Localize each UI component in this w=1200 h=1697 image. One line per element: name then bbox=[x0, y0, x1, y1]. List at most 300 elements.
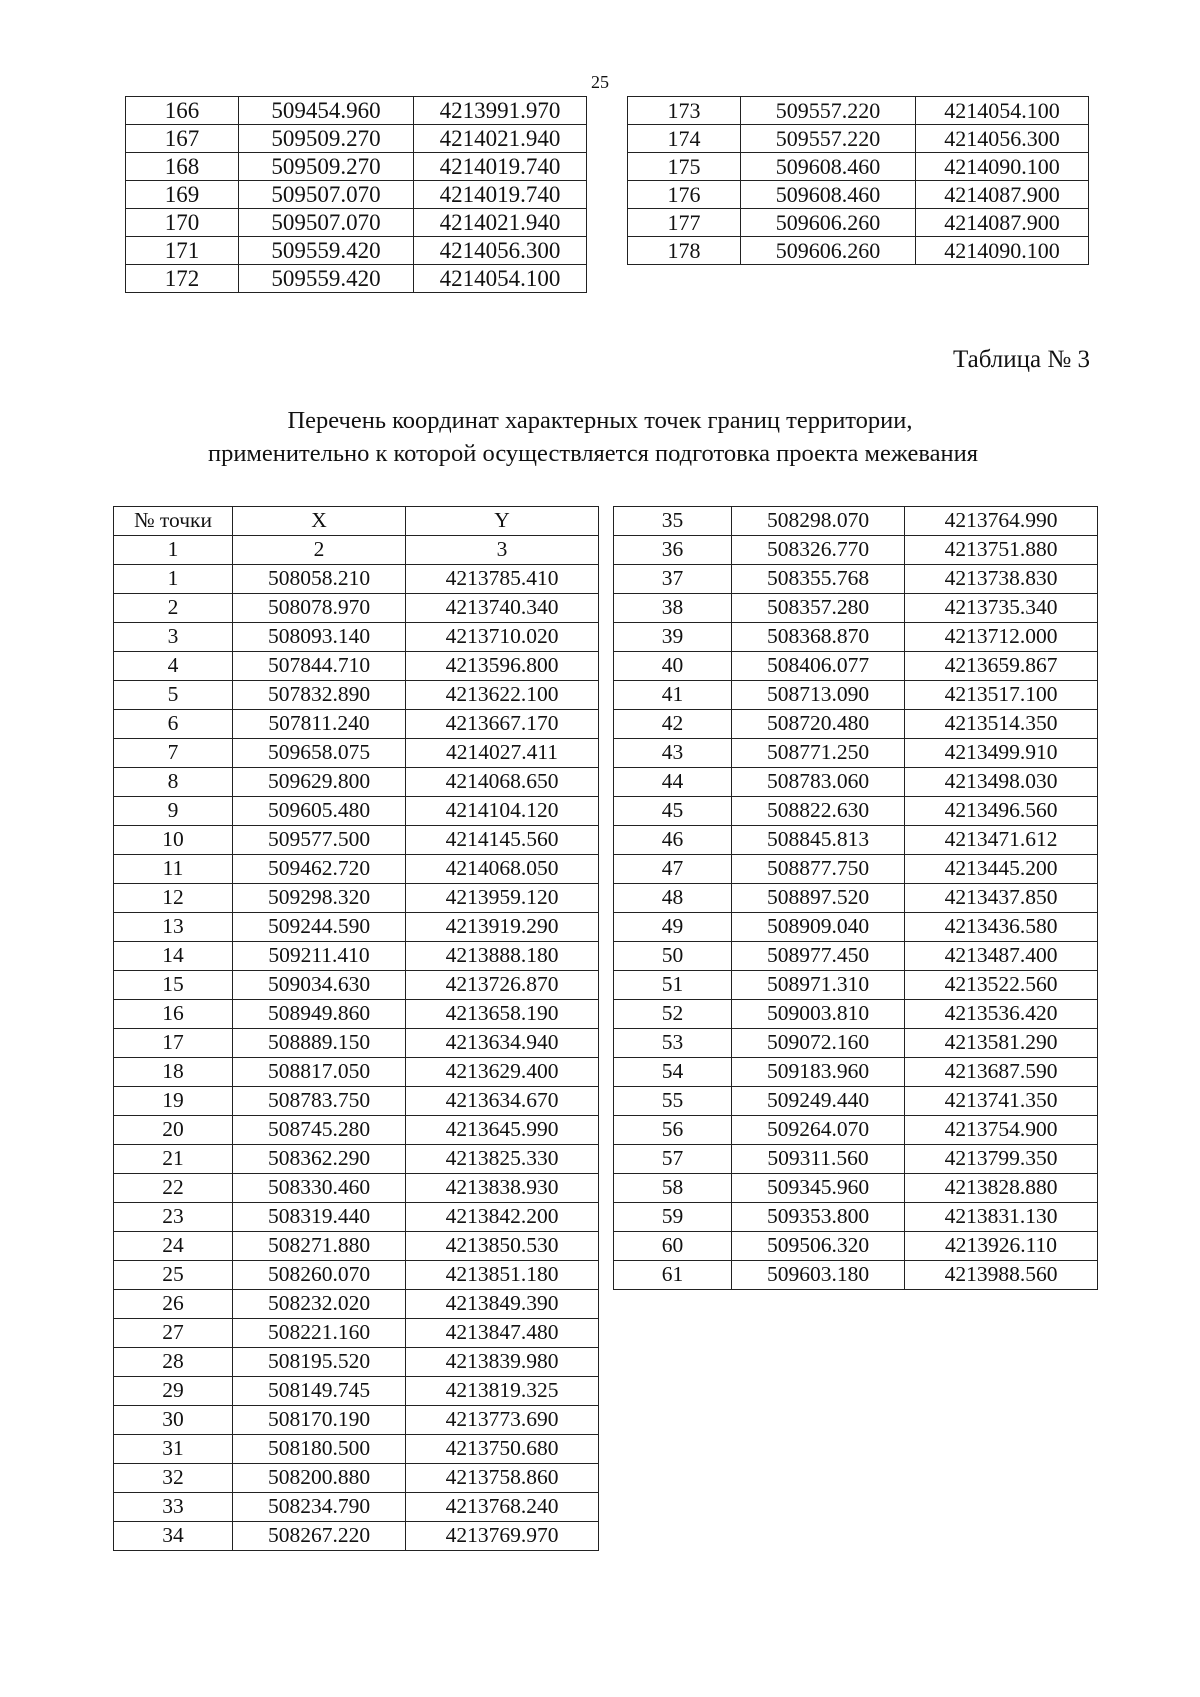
table-row bbox=[628, 97, 1089, 125]
top-left-coordinates-table bbox=[125, 96, 587, 293]
x-coordinate-cell: 509249.440 bbox=[732, 1087, 905, 1116]
y-coordinate-cell: 4213667.170 bbox=[406, 710, 599, 739]
column-number: 1 bbox=[114, 536, 233, 565]
x-coordinate-cell: 508149.745 bbox=[233, 1377, 406, 1406]
point-number-cell: 44 bbox=[614, 768, 732, 797]
x-coordinate-cell: 508058.210 bbox=[233, 565, 406, 594]
x-coordinate-cell: 509608.460 bbox=[741, 181, 916, 209]
table-row bbox=[114, 1319, 599, 1348]
x-coordinate-cell: 508783.750 bbox=[233, 1087, 406, 1116]
y-coordinate-cell: 4213831.130 bbox=[905, 1203, 1098, 1232]
point-number-cell: 172 bbox=[126, 265, 239, 293]
point-number-cell: 171 bbox=[126, 237, 239, 265]
point-number-cell: 51 bbox=[614, 971, 732, 1000]
point-number-cell: 167 bbox=[126, 125, 239, 153]
point-number-cell: 55 bbox=[614, 1087, 732, 1116]
x-coordinate-cell: 507844.710 bbox=[233, 652, 406, 681]
y-coordinate-cell: 4213769.970 bbox=[406, 1522, 599, 1551]
y-coordinate-cell: 4213758.860 bbox=[406, 1464, 599, 1493]
y-coordinate-cell: 4213825.330 bbox=[406, 1145, 599, 1174]
y-coordinate-cell: 4213536.420 bbox=[905, 1000, 1098, 1029]
point-number-cell: 14 bbox=[114, 942, 233, 971]
main-coordinates-table-right bbox=[613, 506, 1098, 1290]
point-number-cell: 168 bbox=[126, 153, 239, 181]
column-number: 3 bbox=[406, 536, 599, 565]
point-number-cell: 23 bbox=[114, 1203, 233, 1232]
x-coordinate-cell: 509629.800 bbox=[233, 768, 406, 797]
y-coordinate-cell: 4213850.530 bbox=[406, 1232, 599, 1261]
x-coordinate-cell: 508319.440 bbox=[233, 1203, 406, 1232]
table-row bbox=[614, 681, 1098, 710]
x-coordinate-cell: 509462.720 bbox=[233, 855, 406, 884]
table-row bbox=[126, 265, 587, 293]
table-row bbox=[614, 536, 1098, 565]
point-number-cell: 16 bbox=[114, 1000, 233, 1029]
column-header: X bbox=[233, 507, 406, 536]
x-coordinate-cell: 508362.290 bbox=[233, 1145, 406, 1174]
y-coordinate-cell: 4213581.290 bbox=[905, 1029, 1098, 1058]
y-coordinate-cell: 4213740.340 bbox=[406, 594, 599, 623]
x-coordinate-cell: 508845.813 bbox=[732, 826, 905, 855]
y-coordinate-cell: 4214021.940 bbox=[414, 125, 587, 153]
table-row bbox=[114, 1261, 599, 1290]
point-number-cell: 18 bbox=[114, 1058, 233, 1087]
point-number-cell: 8 bbox=[114, 768, 233, 797]
x-coordinate-cell: 508897.520 bbox=[732, 884, 905, 913]
table-row bbox=[126, 97, 587, 125]
y-coordinate-cell: 4213799.350 bbox=[905, 1145, 1098, 1174]
y-coordinate-cell: 4213764.990 bbox=[905, 507, 1098, 536]
y-coordinate-cell: 4214027.411 bbox=[406, 739, 599, 768]
x-coordinate-cell: 509559.420 bbox=[239, 237, 414, 265]
table-row bbox=[614, 1203, 1098, 1232]
point-number-cell: 31 bbox=[114, 1435, 233, 1464]
x-coordinate-cell: 508977.450 bbox=[732, 942, 905, 971]
table-row bbox=[614, 652, 1098, 681]
x-coordinate-cell: 508877.750 bbox=[732, 855, 905, 884]
point-number-cell: 173 bbox=[628, 97, 741, 125]
point-number-cell: 176 bbox=[628, 181, 741, 209]
point-number-cell: 174 bbox=[628, 125, 741, 153]
y-coordinate-cell: 4213919.290 bbox=[406, 913, 599, 942]
table-number-label: Таблица № 3 bbox=[952, 346, 1090, 373]
y-coordinate-cell: 4213988.560 bbox=[905, 1261, 1098, 1290]
table-row bbox=[114, 623, 599, 652]
y-coordinate-cell: 4213726.870 bbox=[406, 971, 599, 1000]
point-number-cell: 54 bbox=[614, 1058, 732, 1087]
y-coordinate-cell: 4213819.325 bbox=[406, 1377, 599, 1406]
table-row bbox=[126, 153, 587, 181]
x-coordinate-cell: 508355.768 bbox=[732, 565, 905, 594]
y-coordinate-cell: 4213710.020 bbox=[406, 623, 599, 652]
y-coordinate-cell: 4213622.100 bbox=[406, 681, 599, 710]
x-coordinate-cell: 508326.770 bbox=[732, 536, 905, 565]
x-coordinate-cell: 508330.460 bbox=[233, 1174, 406, 1203]
point-number-cell: 37 bbox=[614, 565, 732, 594]
point-number-cell: 30 bbox=[114, 1406, 233, 1435]
point-number-cell: 166 bbox=[126, 97, 239, 125]
x-coordinate-cell: 509072.160 bbox=[732, 1029, 905, 1058]
table-row bbox=[614, 1058, 1098, 1087]
point-number-cell: 49 bbox=[614, 913, 732, 942]
point-number-cell: 60 bbox=[614, 1232, 732, 1261]
column-header: № точки bbox=[114, 507, 233, 536]
point-number-cell: 175 bbox=[628, 153, 741, 181]
point-number-cell: 34 bbox=[114, 1522, 233, 1551]
y-coordinate-cell: 4213785.410 bbox=[406, 565, 599, 594]
column-header: Y bbox=[406, 507, 599, 536]
column-number-row bbox=[114, 536, 599, 565]
x-coordinate-cell: 508200.880 bbox=[233, 1464, 406, 1493]
point-number-cell: 19 bbox=[114, 1087, 233, 1116]
table-row bbox=[126, 125, 587, 153]
x-coordinate-cell: 509506.320 bbox=[732, 1232, 905, 1261]
x-coordinate-cell: 509577.500 bbox=[233, 826, 406, 855]
y-coordinate-cell: 4214087.900 bbox=[916, 181, 1089, 209]
point-number-cell: 21 bbox=[114, 1145, 233, 1174]
x-coordinate-cell: 508822.630 bbox=[732, 797, 905, 826]
x-coordinate-cell: 509311.560 bbox=[732, 1145, 905, 1174]
x-coordinate-cell: 509608.460 bbox=[741, 153, 916, 181]
table-row bbox=[114, 768, 599, 797]
table-row bbox=[614, 1145, 1098, 1174]
y-coordinate-cell: 4213634.940 bbox=[406, 1029, 599, 1058]
table-row bbox=[614, 1261, 1098, 1290]
y-coordinate-cell: 4214090.100 bbox=[916, 153, 1089, 181]
table-row bbox=[114, 826, 599, 855]
x-coordinate-cell: 508221.160 bbox=[233, 1319, 406, 1348]
point-number-cell: 1 bbox=[114, 565, 233, 594]
table-row bbox=[114, 1232, 599, 1261]
x-coordinate-cell: 509658.075 bbox=[233, 739, 406, 768]
table-heading-line-2: применительно к которой осуществляется подготовка проекта межевания bbox=[207, 440, 979, 467]
point-number-cell: 170 bbox=[126, 209, 239, 237]
table-row bbox=[614, 507, 1098, 536]
x-coordinate-cell: 509183.960 bbox=[732, 1058, 905, 1087]
point-number-cell: 43 bbox=[614, 739, 732, 768]
point-number-cell: 169 bbox=[126, 181, 239, 209]
table-heading-line-1: Перечень координат характерных точек границ территории, bbox=[287, 407, 913, 434]
table-row bbox=[114, 710, 599, 739]
table-row bbox=[114, 855, 599, 884]
y-coordinate-cell: 4213851.180 bbox=[406, 1261, 599, 1290]
table-row bbox=[114, 1174, 599, 1203]
table-row bbox=[114, 1406, 599, 1435]
y-coordinate-cell: 4213445.200 bbox=[905, 855, 1098, 884]
y-coordinate-cell: 4213629.400 bbox=[406, 1058, 599, 1087]
y-coordinate-cell: 4214090.100 bbox=[916, 237, 1089, 265]
y-coordinate-cell: 4214054.100 bbox=[414, 265, 587, 293]
x-coordinate-cell: 509298.320 bbox=[233, 884, 406, 913]
table-row bbox=[126, 209, 587, 237]
y-coordinate-cell: 4213437.850 bbox=[905, 884, 1098, 913]
table-row bbox=[114, 1348, 599, 1377]
y-coordinate-cell: 4213741.350 bbox=[905, 1087, 1098, 1116]
table-row bbox=[114, 1377, 599, 1406]
point-number-cell: 57 bbox=[614, 1145, 732, 1174]
y-coordinate-cell: 4213596.800 bbox=[406, 652, 599, 681]
table-row bbox=[628, 209, 1089, 237]
x-coordinate-cell: 509244.590 bbox=[233, 913, 406, 942]
point-number-cell: 29 bbox=[114, 1377, 233, 1406]
point-number-cell: 35 bbox=[614, 507, 732, 536]
y-coordinate-cell: 4213751.880 bbox=[905, 536, 1098, 565]
table-row bbox=[114, 1290, 599, 1319]
point-number-cell: 50 bbox=[614, 942, 732, 971]
y-coordinate-cell: 4213712.000 bbox=[905, 623, 1098, 652]
column-number: 2 bbox=[233, 536, 406, 565]
y-coordinate-cell: 4213498.030 bbox=[905, 768, 1098, 797]
table-row bbox=[614, 913, 1098, 942]
x-coordinate-cell: 508357.280 bbox=[732, 594, 905, 623]
x-coordinate-cell: 508889.150 bbox=[233, 1029, 406, 1058]
y-coordinate-cell: 4213658.190 bbox=[406, 1000, 599, 1029]
x-coordinate-cell: 509606.260 bbox=[741, 209, 916, 237]
point-number-cell: 17 bbox=[114, 1029, 233, 1058]
x-coordinate-cell: 509557.220 bbox=[741, 125, 916, 153]
y-coordinate-cell: 4214021.940 bbox=[414, 209, 587, 237]
point-number-cell: 40 bbox=[614, 652, 732, 681]
point-number-cell: 27 bbox=[114, 1319, 233, 1348]
table-row bbox=[114, 1493, 599, 1522]
point-number-cell: 11 bbox=[114, 855, 233, 884]
point-number-cell: 3 bbox=[114, 623, 233, 652]
y-coordinate-cell: 4213847.480 bbox=[406, 1319, 599, 1348]
y-coordinate-cell: 4214056.300 bbox=[414, 237, 587, 265]
y-coordinate-cell: 4213991.970 bbox=[414, 97, 587, 125]
table-row bbox=[126, 181, 587, 209]
table-row bbox=[114, 1116, 599, 1145]
y-coordinate-cell: 4213471.612 bbox=[905, 826, 1098, 855]
x-coordinate-cell: 509509.270 bbox=[239, 125, 414, 153]
table-row bbox=[114, 739, 599, 768]
point-number-cell: 41 bbox=[614, 681, 732, 710]
table-row bbox=[114, 594, 599, 623]
point-number-cell: 12 bbox=[114, 884, 233, 913]
table-row bbox=[114, 1058, 599, 1087]
table-row bbox=[614, 1029, 1098, 1058]
y-coordinate-cell: 4213750.680 bbox=[406, 1435, 599, 1464]
point-number-cell: 36 bbox=[614, 536, 732, 565]
table-row bbox=[614, 1116, 1098, 1145]
y-coordinate-cell: 4214145.560 bbox=[406, 826, 599, 855]
point-number-cell: 38 bbox=[614, 594, 732, 623]
x-coordinate-cell: 508267.220 bbox=[233, 1522, 406, 1551]
table-row bbox=[614, 971, 1098, 1000]
x-coordinate-cell: 509003.810 bbox=[732, 1000, 905, 1029]
x-coordinate-cell: 508298.070 bbox=[732, 507, 905, 536]
y-coordinate-cell: 4214056.300 bbox=[916, 125, 1089, 153]
x-coordinate-cell: 509606.260 bbox=[741, 237, 916, 265]
x-coordinate-cell: 508271.880 bbox=[233, 1232, 406, 1261]
x-coordinate-cell: 508180.500 bbox=[233, 1435, 406, 1464]
table-row bbox=[614, 594, 1098, 623]
point-number-cell: 15 bbox=[114, 971, 233, 1000]
point-number-cell: 53 bbox=[614, 1029, 732, 1058]
x-coordinate-cell: 509454.960 bbox=[239, 97, 414, 125]
x-coordinate-cell: 508949.860 bbox=[233, 1000, 406, 1029]
y-coordinate-cell: 4213768.240 bbox=[406, 1493, 599, 1522]
table-row bbox=[114, 942, 599, 971]
point-number-cell: 9 bbox=[114, 797, 233, 826]
y-coordinate-cell: 4213499.910 bbox=[905, 739, 1098, 768]
x-coordinate-cell: 508170.190 bbox=[233, 1406, 406, 1435]
table-row bbox=[114, 1435, 599, 1464]
point-number-cell: 52 bbox=[614, 1000, 732, 1029]
table-row bbox=[114, 1000, 599, 1029]
point-number-cell: 45 bbox=[614, 797, 732, 826]
y-coordinate-cell: 4213436.580 bbox=[905, 913, 1098, 942]
x-coordinate-cell: 508971.310 bbox=[732, 971, 905, 1000]
table-row bbox=[114, 652, 599, 681]
x-coordinate-cell: 508817.050 bbox=[233, 1058, 406, 1087]
point-number-cell: 178 bbox=[628, 237, 741, 265]
x-coordinate-cell: 508234.790 bbox=[233, 1493, 406, 1522]
y-coordinate-cell: 4213888.180 bbox=[406, 942, 599, 971]
point-number-cell: 33 bbox=[114, 1493, 233, 1522]
y-coordinate-cell: 4214068.650 bbox=[406, 768, 599, 797]
point-number-cell: 25 bbox=[114, 1261, 233, 1290]
table-row bbox=[614, 710, 1098, 739]
point-number-cell: 24 bbox=[114, 1232, 233, 1261]
table-row bbox=[114, 1145, 599, 1174]
y-coordinate-cell: 4214087.900 bbox=[916, 209, 1089, 237]
x-coordinate-cell: 509605.480 bbox=[233, 797, 406, 826]
table-row bbox=[614, 884, 1098, 913]
x-coordinate-cell: 509559.420 bbox=[239, 265, 414, 293]
y-coordinate-cell: 4213842.200 bbox=[406, 1203, 599, 1232]
point-number-cell: 22 bbox=[114, 1174, 233, 1203]
table-row bbox=[614, 797, 1098, 826]
y-coordinate-cell: 4213839.980 bbox=[406, 1348, 599, 1377]
table-row bbox=[114, 1029, 599, 1058]
y-coordinate-cell: 4213735.340 bbox=[905, 594, 1098, 623]
y-coordinate-cell: 4213496.560 bbox=[905, 797, 1098, 826]
x-coordinate-cell: 508783.060 bbox=[732, 768, 905, 797]
x-coordinate-cell: 507832.890 bbox=[233, 681, 406, 710]
x-coordinate-cell: 509345.960 bbox=[732, 1174, 905, 1203]
table-row bbox=[614, 1087, 1098, 1116]
point-number-cell: 13 bbox=[114, 913, 233, 942]
table-row bbox=[614, 1000, 1098, 1029]
table-row bbox=[628, 237, 1089, 265]
table-row bbox=[614, 1174, 1098, 1203]
y-coordinate-cell: 4213926.110 bbox=[905, 1232, 1098, 1261]
x-coordinate-cell: 508406.077 bbox=[732, 652, 905, 681]
main-coordinates-table-left bbox=[113, 506, 599, 1551]
table-row bbox=[126, 237, 587, 265]
table-row bbox=[114, 797, 599, 826]
x-coordinate-cell: 509507.070 bbox=[239, 209, 414, 237]
table-row bbox=[114, 884, 599, 913]
x-coordinate-cell: 508260.070 bbox=[233, 1261, 406, 1290]
y-coordinate-cell: 4213959.120 bbox=[406, 884, 599, 913]
x-coordinate-cell: 508078.970 bbox=[233, 594, 406, 623]
x-coordinate-cell: 508195.520 bbox=[233, 1348, 406, 1377]
y-coordinate-cell: 4213687.590 bbox=[905, 1058, 1098, 1087]
x-coordinate-cell: 509557.220 bbox=[741, 97, 916, 125]
header-row bbox=[114, 507, 599, 536]
point-number-cell: 32 bbox=[114, 1464, 233, 1493]
y-coordinate-cell: 4213754.900 bbox=[905, 1116, 1098, 1145]
point-number-cell: 6 bbox=[114, 710, 233, 739]
point-number-cell: 4 bbox=[114, 652, 233, 681]
point-number-cell: 56 bbox=[614, 1116, 732, 1145]
y-coordinate-cell: 4213828.880 bbox=[905, 1174, 1098, 1203]
x-coordinate-cell: 509509.270 bbox=[239, 153, 414, 181]
x-coordinate-cell: 509211.410 bbox=[233, 942, 406, 971]
point-number-cell: 46 bbox=[614, 826, 732, 855]
y-coordinate-cell: 4213738.830 bbox=[905, 565, 1098, 594]
top-right-coordinates-table bbox=[627, 96, 1089, 265]
y-coordinate-cell: 4213514.350 bbox=[905, 710, 1098, 739]
point-number-cell: 59 bbox=[614, 1203, 732, 1232]
point-number-cell: 28 bbox=[114, 1348, 233, 1377]
y-coordinate-cell: 4213838.930 bbox=[406, 1174, 599, 1203]
table-row bbox=[114, 1464, 599, 1493]
table-row bbox=[114, 1087, 599, 1116]
table-row bbox=[614, 768, 1098, 797]
x-coordinate-cell: 509034.630 bbox=[233, 971, 406, 1000]
table-row bbox=[614, 565, 1098, 594]
y-coordinate-cell: 4213487.400 bbox=[905, 942, 1098, 971]
x-coordinate-cell: 508093.140 bbox=[233, 623, 406, 652]
point-number-cell: 42 bbox=[614, 710, 732, 739]
y-coordinate-cell: 4213659.867 bbox=[905, 652, 1098, 681]
table-row bbox=[614, 942, 1098, 971]
y-coordinate-cell: 4214054.100 bbox=[916, 97, 1089, 125]
table-row bbox=[114, 1522, 599, 1551]
table-row bbox=[628, 153, 1089, 181]
point-number-cell: 2 bbox=[114, 594, 233, 623]
point-number-cell: 7 bbox=[114, 739, 233, 768]
y-coordinate-cell: 4214019.740 bbox=[414, 181, 587, 209]
table-row bbox=[114, 565, 599, 594]
x-coordinate-cell: 509507.070 bbox=[239, 181, 414, 209]
x-coordinate-cell: 508713.090 bbox=[732, 681, 905, 710]
x-coordinate-cell: 509353.800 bbox=[732, 1203, 905, 1232]
y-coordinate-cell: 4213849.390 bbox=[406, 1290, 599, 1319]
point-number-cell: 61 bbox=[614, 1261, 732, 1290]
table-row bbox=[614, 826, 1098, 855]
point-number-cell: 10 bbox=[114, 826, 233, 855]
y-coordinate-cell: 4214104.120 bbox=[406, 797, 599, 826]
x-coordinate-cell: 507811.240 bbox=[233, 710, 406, 739]
y-coordinate-cell: 4214019.740 bbox=[414, 153, 587, 181]
x-coordinate-cell: 509264.070 bbox=[732, 1116, 905, 1145]
point-number-cell: 48 bbox=[614, 884, 732, 913]
point-number-cell: 177 bbox=[628, 209, 741, 237]
point-number-cell: 47 bbox=[614, 855, 732, 884]
x-coordinate-cell: 508368.870 bbox=[732, 623, 905, 652]
point-number-cell: 58 bbox=[614, 1174, 732, 1203]
point-number-cell: 39 bbox=[614, 623, 732, 652]
table-row bbox=[614, 623, 1098, 652]
table-row bbox=[114, 971, 599, 1000]
y-coordinate-cell: 4213634.670 bbox=[406, 1087, 599, 1116]
x-coordinate-cell: 508909.040 bbox=[732, 913, 905, 942]
x-coordinate-cell: 508745.280 bbox=[233, 1116, 406, 1145]
table-row bbox=[614, 855, 1098, 884]
x-coordinate-cell: 509603.180 bbox=[732, 1261, 905, 1290]
table-row bbox=[114, 681, 599, 710]
y-coordinate-cell: 4213522.560 bbox=[905, 971, 1098, 1000]
point-number-cell: 26 bbox=[114, 1290, 233, 1319]
y-coordinate-cell: 4213517.100 bbox=[905, 681, 1098, 710]
table-row bbox=[614, 739, 1098, 768]
table-row bbox=[614, 1232, 1098, 1261]
table-row bbox=[114, 913, 599, 942]
